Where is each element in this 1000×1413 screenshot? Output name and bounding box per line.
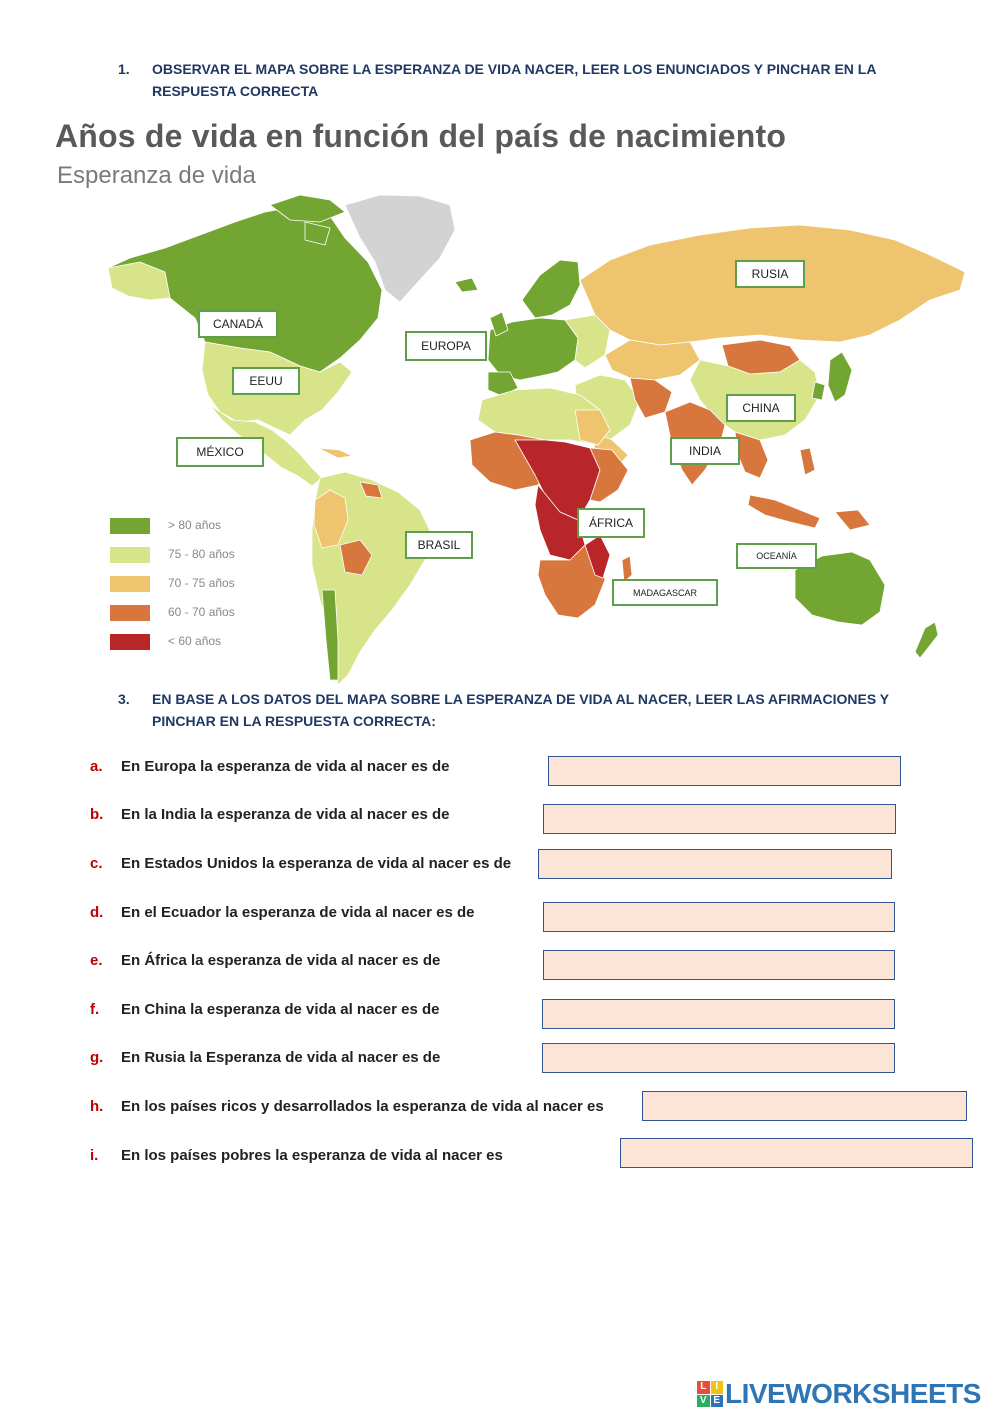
question-letter: f.: [90, 1001, 100, 1018]
map-label-india: INDIA: [670, 437, 740, 465]
answer-box-rusia[interactable]: [542, 1043, 895, 1073]
map-label-mexico: MÉXICO: [176, 437, 264, 467]
map-region-philippines: [800, 448, 815, 475]
question-letter: d.: [90, 904, 104, 921]
legend-item: [110, 603, 310, 621]
question-letter: a.: [90, 758, 103, 775]
instruction-1-text: OBSERVAR EL MAPA SOBRE LA ESPERANZA DE VIDA NACER, LEER LOS ENUNCIADOS Y PINCHAR EN LA RESPUESTA CORRECTA: [152, 61, 876, 99]
legend-swatch: [110, 634, 150, 650]
answer-box-estados-unidos[interactable]: [538, 849, 892, 879]
map-region-japan-korea: [812, 352, 852, 402]
answer-box-india[interactable]: [543, 804, 896, 834]
question-letter: g.: [90, 1049, 104, 1066]
question-text: En Rusia la Esperanza de vida al nacer es de: [121, 1049, 441, 1066]
question-letter: e.: [90, 952, 103, 969]
question-text: En los países ricos y desarrollados la esperanza de vida al nacer es: [121, 1098, 604, 1115]
map-subtitle: Esperanza de vida: [57, 162, 256, 189]
instruction-1: [118, 58, 952, 102]
map-label-eeuu: EEUU: [232, 367, 300, 395]
instruction-3: [118, 688, 952, 732]
question-row: [0, 904, 1000, 938]
question-text: En África la esperanza de vida al nacer es de: [121, 952, 441, 969]
question-row: [0, 806, 1000, 840]
logo-letter: V: [697, 1395, 710, 1408]
answer-box-europa[interactable]: [548, 756, 901, 786]
instruction-3-number: 3.: [118, 691, 130, 707]
legend-item: [110, 516, 310, 534]
legend-swatch: [110, 547, 150, 563]
map-label-madagascar: MADAGASCAR: [612, 579, 718, 606]
question-row: [0, 1001, 1000, 1035]
map-region-indonesia: [748, 495, 820, 528]
question-row: [0, 952, 1000, 986]
logo-letter: L: [697, 1381, 710, 1394]
logo-letter: E: [711, 1395, 724, 1408]
question-row: [0, 1098, 1000, 1132]
answer-box-africa[interactable]: [543, 950, 895, 980]
legend-label: < 60 años: [168, 634, 222, 648]
liveworksheets-wordmark: LIVEWORKSHEETS: [725, 1378, 981, 1409]
legend-swatch: [110, 605, 150, 621]
question-row: [0, 1147, 1000, 1181]
question-letter: c.: [90, 855, 103, 872]
answer-box-ecuador[interactable]: [543, 902, 895, 932]
liveworksheets-brand: [697, 1378, 981, 1410]
legend-item: [110, 632, 310, 650]
map-region-caribbean: [318, 448, 352, 458]
legend-swatch: [110, 576, 150, 592]
map-label-rusia: RUSIA: [735, 260, 805, 288]
map-label-brasil: BRASIL: [405, 531, 473, 559]
legend-label: 60 - 70 años: [168, 605, 235, 619]
map-region-chile: [322, 590, 338, 680]
liveworksheets-logo-icon: [697, 1381, 723, 1407]
map-region-new-zealand: [915, 622, 938, 658]
map-title: Años de vida en función del país de nacimiento: [55, 118, 787, 154]
legend-item: [110, 574, 310, 592]
question-text: En los países pobres la esperanza de vida al nacer es: [121, 1147, 503, 1164]
legend-label: > 80 años: [168, 518, 222, 532]
legend-swatch: [110, 518, 150, 534]
map-region-scandinavia: [522, 260, 580, 318]
question-text: En la India la esperanza de vida al nacer es de: [121, 806, 450, 823]
map-region-central-asia: [605, 340, 700, 380]
legend-item: [110, 545, 310, 563]
question-text: En Estados Unidos la esperanza de vida al nacer es de: [121, 855, 512, 872]
question-text: En China la esperanza de vida al nacer es de: [121, 1001, 440, 1018]
legend-label: 75 - 80 años: [168, 547, 235, 561]
question-text: En el Ecuador la esperanza de vida al nacer es de: [121, 904, 475, 921]
instruction-3-text: EN BASE A LOS DATOS DEL MAPA SOBRE LA ESPERANZA DE VIDA AL NACER, LEER LAS AFIRMACIONES Y PINCHAR EN LA RESPUESTA CORRECTA:: [152, 691, 889, 729]
question-row: [0, 758, 1000, 792]
map-label-canada: CANADÁ: [198, 310, 278, 338]
question-text: En Europa la esperanza de vida al nacer es de: [121, 758, 450, 775]
instruction-1-number: 1.: [118, 61, 130, 77]
question-letter: i.: [90, 1147, 99, 1164]
answer-box-china[interactable]: [542, 999, 895, 1029]
question-row: [0, 1049, 1000, 1083]
map-label-oceania: OCEANÍA: [736, 543, 817, 569]
question-letter: b.: [90, 806, 104, 823]
map-region-iceland: [455, 278, 478, 292]
answer-box-paises-ricos[interactable]: [642, 1091, 967, 1121]
map-region-png: [835, 510, 870, 530]
logo-letter: I: [711, 1381, 724, 1394]
question-row: [0, 855, 1000, 889]
legend-label: 70 - 75 años: [168, 576, 235, 590]
question-letter: h.: [90, 1098, 104, 1115]
map-label-china: CHINA: [726, 394, 796, 422]
answer-box-paises-pobres[interactable]: [620, 1138, 973, 1168]
map-label-europa: EUROPA: [405, 331, 487, 361]
map-label-africa: ÁFRICA: [577, 508, 645, 538]
